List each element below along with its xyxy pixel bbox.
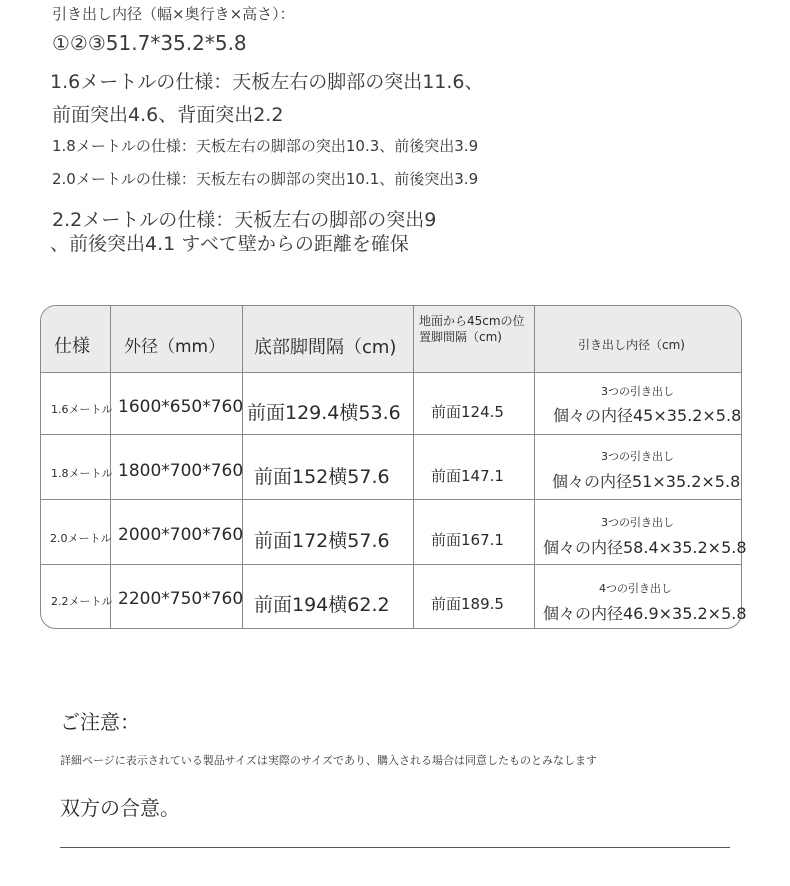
row-outer: 1600*650*760 [118, 397, 244, 417]
row-outer: 1800*700*760 [118, 461, 244, 481]
row-spec: 1.8メートル [51, 467, 113, 480]
spec-2-2m-line: 2.2メートルの仕様：天板左右の脚部の突出9 [52, 209, 437, 231]
row-45cm-gap: 前面189.5 [431, 595, 504, 613]
row-outer: 2200*750*760 [118, 589, 244, 609]
header-outer: 外径（mm） [124, 337, 226, 357]
header-45cm-gap: 地面から45cmの位置脚間隔（cm) [419, 314, 525, 344]
row-drawer-count: 3つの引き出し [601, 450, 674, 463]
row-drawer-count: 3つの引き出し [601, 385, 674, 398]
row-drawer-count: 3つの引き出し [601, 516, 674, 529]
row-bottom-gap: 前面194横62.2 [254, 594, 390, 616]
row-spec: 1.6メートル [51, 403, 113, 416]
column-divider [534, 306, 535, 628]
header-spec: 仕様 [54, 336, 90, 357]
row-drawer-size: 個々の内径58.4×35.2×5.8 [543, 538, 747, 557]
row-drawer-size: 個々の内径51×35.2×5.8 [552, 472, 741, 491]
spec-2-0m-line: 2.0メートルの仕様：天板左右の脚部の突出10.1、前後突出3.9 [52, 170, 479, 188]
row-outer: 2000*700*760 [118, 525, 244, 545]
row-bottom-gap: 前面172横57.6 [254, 530, 390, 552]
spec-2-2m-line-cont: 、前後突出4.1 すべて壁からの距離を確保 [50, 233, 409, 255]
row-drawer-count: 4つの引き出し [599, 582, 672, 595]
row-45cm-gap: 前面167.1 [431, 531, 504, 549]
header-bottom-gap: 底部脚間隔（cm) [254, 337, 397, 358]
header-drawer-inner: 引き出し内径（cm) [578, 338, 685, 352]
drawer-inner-size-label: 引き出し内径（幅×奥行き×高さ）： [52, 5, 295, 23]
spec-1-6m-line: 1.6メートルの仕様：天板左右の脚部の突出11.6、 [50, 71, 484, 93]
mutual-agreement: 双方の合意。 [60, 796, 180, 820]
row-divider [41, 564, 741, 565]
row-divider [41, 499, 741, 500]
notice-body: 詳細ページに表示されている製品サイズは実際のサイズであり、購入される場合は同意したものとみなします [60, 754, 598, 767]
bottom-divider [60, 847, 730, 848]
spec-1-8m-line: 1.8メートルの仕様：天板左右の脚部の突出10.3、前後突出3.9 [52, 137, 479, 155]
row-spec: 2.0メートル [50, 532, 112, 545]
notice-title: ご注意： [60, 710, 140, 734]
row-spec: 2.2メートル [51, 595, 113, 608]
spec-table [40, 305, 747, 629]
row-drawer-size: 個々の内径46.9×35.2×5.8 [543, 604, 747, 623]
drawer-inner-size-value: ①②③51.7*35.2*5.8 [52, 31, 247, 55]
spec-1-6m-line-cont: 前面突出4.6、背面突出2.2 [52, 104, 284, 126]
row-45cm-gap: 前面124.5 [431, 403, 504, 421]
row-bottom-gap: 前面129.4横53.6 [247, 402, 401, 424]
row-bottom-gap: 前面152横57.6 [254, 466, 390, 488]
row-45cm-gap: 前面147.1 [431, 467, 504, 485]
row-divider [41, 434, 741, 435]
row-drawer-size: 個々の内径45×35.2×5.8 [553, 406, 742, 425]
column-divider [413, 306, 414, 628]
row-divider [41, 372, 741, 373]
